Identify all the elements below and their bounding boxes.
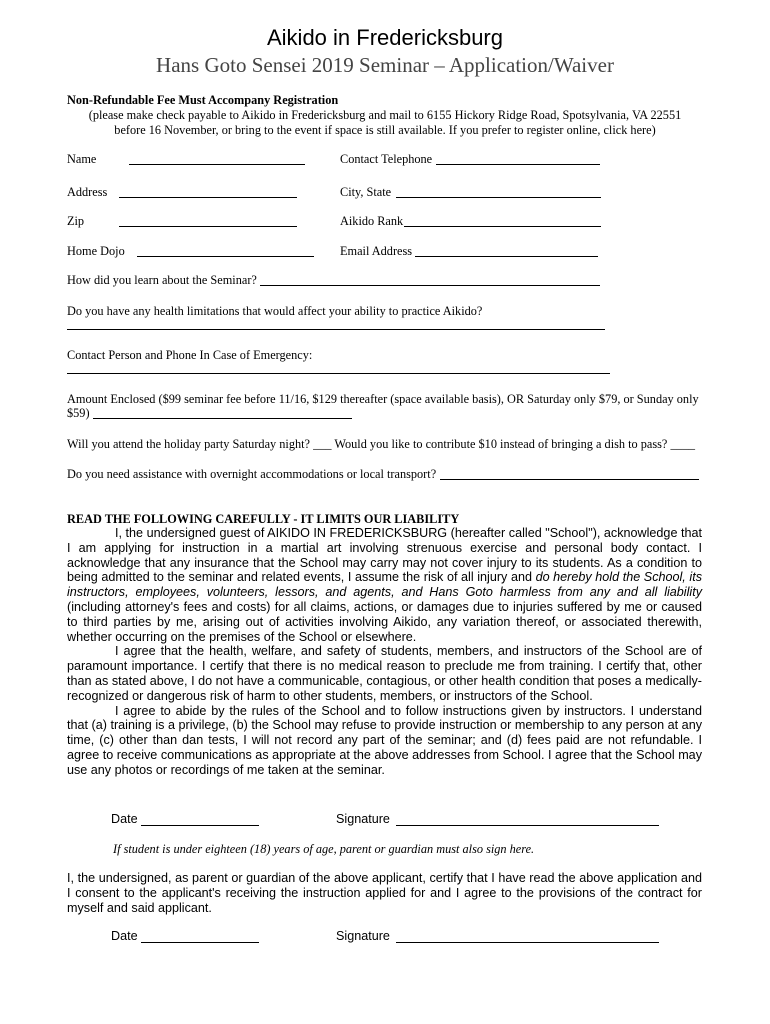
- amount-enclosed-label: Amount Enclosed ($99 seminar fee before 11/16, $129 thereafter (space available basis), OR Saturday only $79, or Sunday only: [67, 392, 699, 406]
- city-state-label: City, State: [340, 185, 392, 199]
- holiday-party-question[interactable]: Will you attend the holiday party Saturday night? ___ Would you like to contribute $10 instead of bringing a dish to pass? ____: [67, 437, 696, 451]
- waiver-p1-text-end: (including attorney's fees and costs) for all claims, actions, or damages due to injuries suffered by me or caused to third parties by me, arising out of activities involving Aikido, any variation thereof, or associated therewith, whether occurring on the premises of the School or elsewhere.: [67, 599, 702, 644]
- student-date-field[interactable]: [141, 825, 259, 826]
- guardian-consent-paragraph: I, the undersigned, as parent or guardian of the above applicant, certify that I have read the above application and I consent to the applicant's receiving the instruction applied for and I agree to the provisions of the contract for myself and said applicant.: [67, 871, 702, 915]
- how-learned-field[interactable]: [260, 285, 600, 286]
- aikido-rank-label: Aikido Rank: [340, 214, 404, 228]
- waiver-p1-text: I, the undersigned guest of AIKIDO IN FREDERICKSBURG (hereafter called "School"), acknowledge that I am applying for instruction in a martial art involving strenuous exercise and personal body contact. I acknowledge that any insurance that the School may carry may not cover injury to its students. As a condition to being admitted to the seminar and related events, I assume the risk of all injury and: [67, 526, 702, 585]
- instructions-line-1: (please make check payable to Aikido in Fredericksburg and mail to 6155 Hickory Ridge Road, Spotsylvania, VA 22551: [88, 108, 682, 122]
- instructions-line-2: before 16 November, or bring to the event if space is still available. If you prefer to register online, click here): [114, 123, 656, 137]
- email-address-field[interactable]: [415, 256, 598, 257]
- document-title: Aikido in Fredericksburg: [267, 25, 503, 50]
- guardian-date-label: Date: [111, 929, 138, 943]
- health-limitations-field[interactable]: [67, 329, 605, 330]
- fee-heading: Non-Refundable Fee Must Accompany Registration: [67, 93, 339, 107]
- guardian-date-field[interactable]: [141, 942, 259, 943]
- waiver-paragraph-3: I agree to abide by the rules of the School and to follow instructions given by instructors. I understand that (a) training is a privilege, (b) the School may refuse to provide instruction or membership to any person at any time, (c) other than dan tests, I will not record any part of the seminar; and (d) fees paid are not refundable. I agree to receive communications as appropriate at the above addresses from School. I agree that the School may use any photos or recordings of me taken at the seminar.: [67, 703, 702, 777]
- student-signature-field[interactable]: [396, 825, 659, 826]
- emergency-contact-label: Contact Person and Phone In Case of Emergency:: [67, 348, 313, 362]
- city-state-field[interactable]: [396, 197, 601, 198]
- waiver-body: [67, 526, 702, 778]
- guardian-signature-label: Signature: [336, 929, 390, 943]
- amount-enclosed-label-cont: $59): [67, 406, 90, 420]
- address-label: Address: [67, 185, 108, 199]
- student-date-label: Date: [111, 812, 138, 826]
- waiver-paragraph-2: I agree that the health, welfare, and safety of students, members, and instructors of the School are of paramount importance. I certify that there is no medical reason to preclude me from training. I certify that, other than as stated above, I do not have a communicable, contagious, or other health condition that poses a medically-recognized or dangerous risk of harm to other students, members, or instructors of the School.: [67, 644, 702, 703]
- student-signature-label: Signature: [336, 812, 390, 826]
- name-field[interactable]: [129, 164, 305, 165]
- home-dojo-field[interactable]: [137, 256, 314, 257]
- aikido-rank-field[interactable]: [404, 226, 601, 227]
- email-address-label: Email Address: [340, 244, 413, 258]
- contact-telephone-field[interactable]: [436, 164, 600, 165]
- emergency-contact-field[interactable]: [67, 373, 610, 374]
- how-learned-label: How did you learn about the Seminar?: [67, 273, 257, 287]
- accommodations-field[interactable]: [440, 479, 699, 480]
- minor-note: If student is under eighteen (18) years of age, parent or guardian must also sign here.: [113, 842, 535, 856]
- zip-label: Zip: [67, 214, 85, 228]
- waiver-p1-italic: do hereby hold the School, its instructors, employees, volunteers, lessors, and agents, and Hans Goto harmless from any and all liability: [67, 570, 702, 600]
- waiver-heading: READ THE FOLLOWING CAREFULLY - IT LIMITS OUR LIABILITY: [67, 512, 460, 526]
- health-limitations-label: Do you have any health limitations that would affect your ability to practice Aikido?: [67, 304, 483, 318]
- address-field[interactable]: [119, 197, 297, 198]
- contact-telephone-label: Contact Telephone: [340, 152, 433, 166]
- home-dojo-label: Home Dojo: [67, 244, 125, 258]
- waiver-paragraph-1: [67, 526, 702, 644]
- zip-field[interactable]: [119, 226, 297, 227]
- document-subtitle: Hans Goto Sensei 2019 Seminar – Application/Waiver: [156, 53, 614, 77]
- name-label: Name: [67, 152, 97, 166]
- guardian-consent-text: [67, 871, 702, 915]
- amount-enclosed-field[interactable]: [93, 418, 352, 419]
- guardian-signature-field[interactable]: [396, 942, 659, 943]
- accommodations-label: Do you need assistance with overnight accommodations or local transport?: [67, 467, 437, 481]
